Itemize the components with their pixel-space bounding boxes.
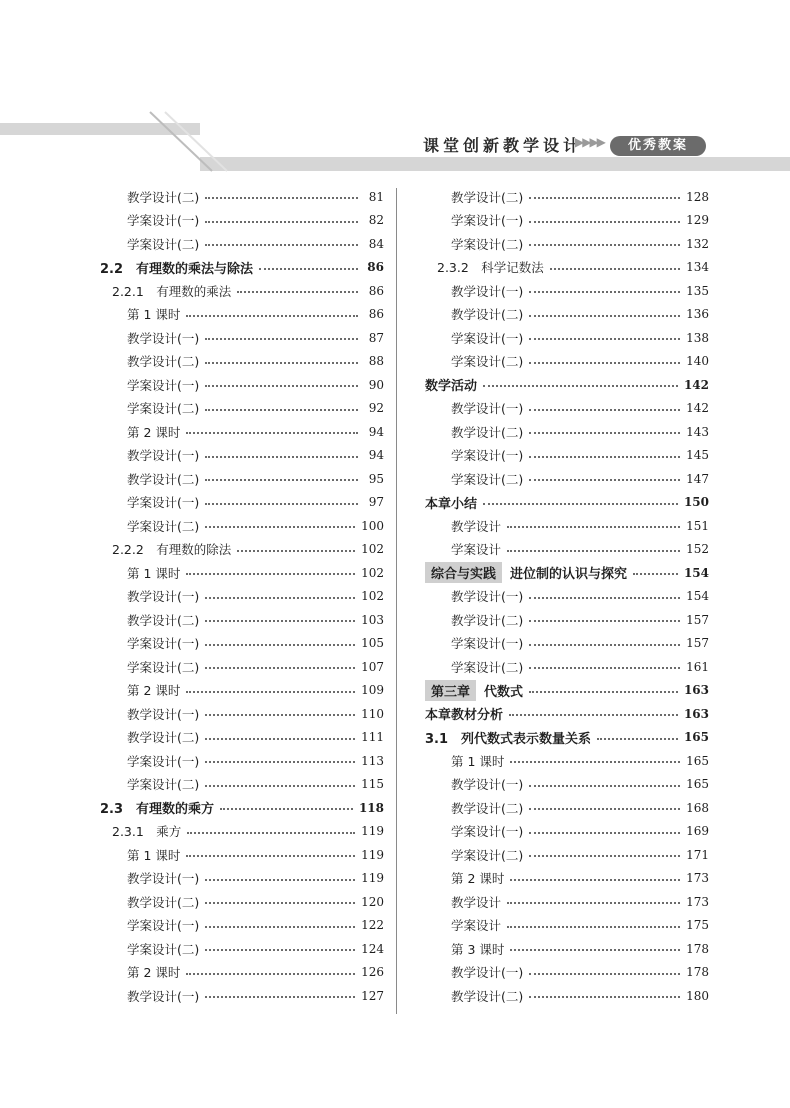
toc-page-number: 142 <box>683 377 709 392</box>
toc-entry[interactable] <box>425 397 709 421</box>
toc-entry-label: 教学设计(二) <box>127 612 200 628</box>
toc-entry-label: 学案设计(一) <box>451 824 524 840</box>
toc-entry[interactable] <box>425 726 709 750</box>
toc-entry-label: 教学设计(二) <box>451 612 524 628</box>
toc-leader-dots <box>205 361 358 364</box>
toc-leader-dots <box>529 408 680 411</box>
toc-page-number: 102 <box>361 542 384 557</box>
toc-entry[interactable] <box>425 984 709 1008</box>
toc-page-number: 128 <box>686 189 709 204</box>
toc-leader-dots <box>237 549 355 552</box>
toc-leader-dots <box>205 713 355 716</box>
toc-entry-label: 数学活动 <box>425 379 478 395</box>
toc-entry[interactable] <box>100 773 384 797</box>
toc-entry-title: 代数式 <box>484 684 524 700</box>
toc-entry-label: 学案设计(一) <box>451 330 524 346</box>
toc-entry-label: 学案设计(一) <box>451 213 524 229</box>
toc-entry-label: 学案设计(一) <box>451 448 524 464</box>
toc-entry-label: 教学设计(二) <box>127 471 200 487</box>
toc-entry[interactable] <box>425 914 709 938</box>
toc-entry-label: 教学设计(一) <box>127 330 200 346</box>
toc-entry[interactable] <box>100 303 384 327</box>
toc-page-number: 97 <box>368 495 384 510</box>
toc-entry-label: 学案设计(二) <box>127 518 200 534</box>
toc-page-number: 94 <box>368 448 384 463</box>
toc-entry[interactable] <box>425 538 709 562</box>
toc-leader-dots <box>529 243 680 246</box>
toc-entry[interactable] <box>100 326 384 350</box>
toc-entry-label: 学案设计(二) <box>451 471 524 487</box>
toc-leader-dots <box>529 995 680 998</box>
toc-page-number: 180 <box>686 988 709 1003</box>
toc-page-number: 119 <box>361 847 384 862</box>
toc-leader-dots <box>220 807 353 810</box>
toc-leader-dots <box>529 431 680 434</box>
toc-entry[interactable] <box>100 984 384 1008</box>
toc-entry[interactable] <box>425 467 709 491</box>
toc-entry[interactable] <box>425 843 709 867</box>
toc-entry-label: 第 2 课时 <box>127 683 181 699</box>
toc-entry[interactable] <box>100 890 384 914</box>
toc-entry[interactable] <box>425 585 709 609</box>
toc-entry[interactable] <box>100 350 384 374</box>
toc-entry-label: 学案设计(一) <box>127 377 200 393</box>
toc-entry[interactable] <box>425 185 709 209</box>
toc-leader-dots <box>186 572 355 575</box>
toc-entry-label: 教学设计(二) <box>451 424 524 440</box>
toc-leader-dots <box>237 290 358 293</box>
toc-page-number: 157 <box>686 612 709 627</box>
toc-page-number: 102 <box>361 589 384 604</box>
toc-entry-label: 2.2.2 有理数的除法 <box>112 542 232 558</box>
toc-leader-dots <box>510 948 680 951</box>
toc-entry[interactable] <box>100 491 384 515</box>
book-series-title: 课堂创新教学设计 <box>423 136 584 155</box>
toc-page-number: 168 <box>686 800 709 815</box>
toc-entry-label: 教学设计(一) <box>451 283 524 299</box>
toc-page-number: 94 <box>368 424 384 439</box>
header-diagonal-stripes <box>0 0 790 200</box>
toc-entry[interactable] <box>100 796 384 820</box>
toc-entry-title: 进位制的认识与探究 <box>510 567 628 583</box>
toc-entry-label: 本章小结 <box>425 496 478 512</box>
toc-leader-dots <box>483 384 678 387</box>
toc-page-number: 145 <box>686 448 709 463</box>
toc-entry-label: 学案设计(二) <box>451 354 524 370</box>
toc-entry-label: 学案设计(一) <box>127 918 200 934</box>
toc-leader-dots <box>507 901 680 904</box>
toc-entry-label: 教学设计(一) <box>127 589 200 605</box>
toc-leader-dots <box>529 196 680 199</box>
toc-entry-label: 教学设计(二) <box>127 354 200 370</box>
toc-page-number: 120 <box>361 894 384 909</box>
toc-page-number: 126 <box>361 965 384 980</box>
toc-entry[interactable] <box>100 632 384 656</box>
toc-page-number: 115 <box>361 777 384 792</box>
toc-page-number: 105 <box>361 636 384 651</box>
toc-page-number: 140 <box>686 354 709 369</box>
toc-entry-label: 教学设计(一) <box>451 965 524 981</box>
toc-entry[interactable] <box>100 467 384 491</box>
toc-entry-label: 学案设计(一) <box>127 636 200 652</box>
toc-entry-label: 教学设计(二) <box>451 307 524 323</box>
toc-page-number: 124 <box>361 941 384 956</box>
toc-entry[interactable] <box>425 890 709 914</box>
toc-entry-label: 教学设计(一) <box>451 401 524 417</box>
toc-entry[interactable] <box>100 702 384 726</box>
toc-entry[interactable] <box>425 796 709 820</box>
toc-entry-label: 学案设计(二) <box>451 659 524 675</box>
section-badge: 优秀教案 <box>610 136 706 156</box>
toc-entry[interactable] <box>425 937 709 961</box>
toc-page-number: 86 <box>368 307 384 322</box>
toc-entry[interactable] <box>100 726 384 750</box>
toc-entry[interactable] <box>100 279 384 303</box>
toc-entry-label: 教学设计(一) <box>127 871 200 887</box>
toc-entry-label: 2.2 有理数的乘法与除法 <box>100 261 254 277</box>
toc-leader-dots <box>507 525 680 528</box>
toc-entry[interactable] <box>100 444 384 468</box>
toc-entry[interactable] <box>100 820 384 844</box>
toc-page-number: 119 <box>361 871 384 886</box>
toc-leader-dots <box>529 596 680 599</box>
toc-entry-label: 教学设计(一) <box>451 777 524 793</box>
toc-leader-dots <box>187 831 355 834</box>
toc-entry-label: 2.3.1 乘方 <box>112 824 182 840</box>
toc-page-number: 136 <box>686 307 709 322</box>
toc-page-number: 127 <box>361 988 384 1003</box>
toc-entry[interactable] <box>425 514 709 538</box>
toc-entry-label: 第 2 课时 <box>127 965 181 981</box>
toc-leader-dots <box>205 643 355 646</box>
toc-page-number: 84 <box>368 236 384 251</box>
toc-page-number: 157 <box>686 636 709 651</box>
toc-page-number: 134 <box>686 260 709 275</box>
toc-entry[interactable] <box>425 773 709 797</box>
toc-leader-dots <box>205 925 355 928</box>
toc-entry-label: 第 1 课时 <box>451 753 505 769</box>
toc-entry-label: 学案设计(二) <box>451 847 524 863</box>
toc-entry-label: 教学设计(一) <box>127 448 200 464</box>
toc-leader-dots <box>205 220 358 223</box>
toc-entry-label: 第 2 课时 <box>451 871 505 887</box>
toc-leader-dots <box>205 901 355 904</box>
toc-entry[interactable] <box>425 232 709 256</box>
toc-page-number: 86 <box>368 283 384 298</box>
toc-entry-label: 学案设计(二) <box>127 941 200 957</box>
toc-leader-dots <box>510 878 680 881</box>
toc-leader-dots <box>186 854 355 857</box>
toc-entry-label: 学案设计(一) <box>451 636 524 652</box>
toc-page-number: 173 <box>686 894 709 909</box>
toc-leader-dots <box>529 690 678 693</box>
toc-leader-dots <box>529 220 680 223</box>
toc-leader-dots <box>529 854 680 857</box>
toc-page-number: 92 <box>368 401 384 416</box>
toc-leader-dots <box>205 784 355 787</box>
toc-entry-label <box>425 562 627 583</box>
toc-leader-dots <box>259 267 358 270</box>
toc-page-number: 119 <box>361 824 384 839</box>
toc-entry[interactable] <box>425 655 709 679</box>
toc-entry-label: 学案设计(一) <box>127 495 200 511</box>
toc-entry-label: 学案设计(二) <box>127 777 200 793</box>
toc-page-number: 87 <box>368 330 384 345</box>
toc-page-number: 111 <box>361 730 384 745</box>
toc-entry[interactable] <box>100 256 384 280</box>
toc-page-number: 143 <box>686 424 709 439</box>
toc-page-number: 152 <box>686 542 709 557</box>
toc-page-number: 150 <box>683 495 709 510</box>
toc-entry[interactable] <box>425 350 709 374</box>
toc-leader-dots <box>529 337 680 340</box>
toc-leader-dots <box>205 408 358 411</box>
toc-leader-dots <box>529 643 680 646</box>
toc-entry-label: 教学设计(二) <box>127 894 200 910</box>
toc-page-number: 110 <box>361 706 384 721</box>
column-divider <box>396 188 397 1014</box>
toc-entry-label: 教学设计(二) <box>127 730 200 746</box>
toc-page-number: 175 <box>686 918 709 933</box>
toc-leader-dots <box>205 196 358 199</box>
toc-leader-dots <box>529 361 680 364</box>
toc-page-number: 132 <box>686 236 709 251</box>
toc-entry-label: 教学设计(二) <box>451 189 524 205</box>
toc-entry-label: 第 2 课时 <box>127 424 181 440</box>
toc-page-number: 178 <box>686 965 709 980</box>
toc-page-number: 129 <box>686 213 709 228</box>
toc-entry-label: 教学设计(二) <box>127 189 200 205</box>
toc-leader-dots <box>205 384 358 387</box>
toc-leader-dots <box>205 525 355 528</box>
toc-page-number: 122 <box>361 918 384 933</box>
toc-leader-dots <box>205 243 358 246</box>
toc-entry-label: 第 1 课时 <box>127 565 181 581</box>
toc-leader-dots <box>205 760 355 763</box>
toc-page-number: 81 <box>368 189 384 204</box>
toc-leader-dots <box>205 502 358 505</box>
toc-entry[interactable] <box>100 914 384 938</box>
toc-leader-dots <box>205 737 355 740</box>
toc-page-number: 165 <box>683 730 709 745</box>
toc-entry-label: 第 3 课时 <box>451 941 505 957</box>
toc-page-number: 151 <box>686 518 709 533</box>
toc-entry-label: 教学设计(一) <box>127 988 200 1004</box>
toc-page-number: 82 <box>368 213 384 228</box>
toc-leader-dots <box>186 431 358 434</box>
toc-page-number: 154 <box>686 589 709 604</box>
toc-entry[interactable] <box>100 679 384 703</box>
toc-leader-dots <box>550 267 680 270</box>
toc-leader-dots <box>205 478 358 481</box>
toc-leader-dots <box>186 690 355 693</box>
toc-entry[interactable] <box>100 373 384 397</box>
toc-entry-label: 学案设计 <box>451 918 502 934</box>
toc-entry[interactable] <box>425 256 709 280</box>
toc-entry-label: 第 1 课时 <box>127 307 181 323</box>
toc-leader-dots <box>529 972 680 975</box>
toc-leader-dots <box>186 314 358 317</box>
toc-page-number: 103 <box>361 612 384 627</box>
toc-entry[interactable] <box>425 749 709 773</box>
toc-leader-dots <box>205 878 355 881</box>
toc-entry[interactable] <box>425 679 709 703</box>
toc-page-number: 142 <box>686 401 709 416</box>
toc-entry[interactable] <box>100 867 384 891</box>
toc-entry-label: 教学设计(一) <box>127 706 200 722</box>
toc-entry-label: 2.3.2 科学记数法 <box>437 260 544 276</box>
toc-entry-label: 教学设计(二) <box>451 988 524 1004</box>
toc-page-number: 88 <box>368 354 384 369</box>
toc-leader-dots <box>633 572 678 575</box>
toc-page-number: 147 <box>686 471 709 486</box>
toc-entry[interactable] <box>100 843 384 867</box>
toc-column-left <box>100 185 384 1008</box>
toc-entry[interactable] <box>100 749 384 773</box>
toc-entry[interactable] <box>100 185 384 209</box>
toc-entry[interactable] <box>100 538 384 562</box>
toc-leader-dots <box>205 619 355 622</box>
toc-page-number: 138 <box>686 330 709 345</box>
toc-entry-label: 学案设计(一) <box>127 213 200 229</box>
toc-entry-label: 本章教材分析 <box>425 708 504 724</box>
toc-leader-dots <box>529 455 680 458</box>
toc-leader-dots <box>529 666 680 669</box>
toc-entry[interactable] <box>425 632 709 656</box>
toc-entry[interactable] <box>100 608 384 632</box>
toc-leader-dots <box>510 760 680 763</box>
toc-entry[interactable] <box>425 420 709 444</box>
toc-entry-label: 第 1 课时 <box>127 847 181 863</box>
toc-leader-dots <box>529 478 680 481</box>
toc-entry[interactable] <box>425 867 709 891</box>
toc-leader-dots <box>507 925 680 928</box>
toc-leader-dots <box>483 502 678 505</box>
toc-entry[interactable] <box>100 585 384 609</box>
toc-leader-dots <box>205 666 355 669</box>
toc-leader-dots <box>597 737 678 740</box>
toc-page-number: 90 <box>368 377 384 392</box>
toc-entry-label: 教学设计(一) <box>451 589 524 605</box>
toc-page-number: 95 <box>368 471 384 486</box>
toc-leader-dots <box>205 455 358 458</box>
toc-page-number: 169 <box>686 824 709 839</box>
toc-entry[interactable] <box>425 702 709 726</box>
toc-page-number: 135 <box>686 283 709 298</box>
toc-entry-label: 学案设计(二) <box>451 236 524 252</box>
toc-leader-dots <box>205 995 355 998</box>
toc-page-number: 102 <box>361 565 384 580</box>
toc-page-number: 163 <box>683 683 709 698</box>
toc-entry-label: 3.1 列代数式表示数量关系 <box>425 731 592 747</box>
toc-leader-dots <box>186 972 355 975</box>
toc-entry[interactable] <box>425 326 709 350</box>
toc-entry[interactable] <box>425 444 709 468</box>
toc-leader-dots <box>529 314 680 317</box>
toc-chapter-chip: 第三章 <box>425 680 476 701</box>
toc-entry[interactable] <box>425 303 709 327</box>
toc-entry[interactable] <box>100 937 384 961</box>
toc-page-number: 173 <box>686 871 709 886</box>
toc-leader-dots <box>205 948 355 951</box>
toc-entry-label: 学案设计 <box>451 542 502 558</box>
toc-column-right <box>425 185 709 1008</box>
toc-page-number: 161 <box>686 659 709 674</box>
toc-leader-dots <box>205 596 355 599</box>
toc-page-number: 107 <box>361 659 384 674</box>
toc-entry[interactable] <box>100 655 384 679</box>
toc-entry[interactable] <box>100 232 384 256</box>
toc-entry-label: 教学设计 <box>451 894 502 910</box>
toc-entry[interactable] <box>100 961 384 985</box>
toc-entry[interactable] <box>425 209 709 233</box>
toc-leader-dots <box>509 713 678 716</box>
toc-page-number: 113 <box>361 753 384 768</box>
toc-entry-label <box>425 680 523 701</box>
toc-leader-dots <box>529 807 680 810</box>
triangle-arrows-icon: ▶▶▶▶ <box>575 135 604 149</box>
toc-page-number: 171 <box>686 847 709 862</box>
toc-chapter-chip: 综合与实践 <box>425 562 502 583</box>
toc-entry[interactable] <box>425 279 709 303</box>
toc-page-number: 100 <box>361 518 384 533</box>
toc-entry-label: 学案设计(一) <box>127 753 200 769</box>
toc-leader-dots <box>529 619 680 622</box>
toc-page-number: 165 <box>686 777 709 792</box>
toc-page-number: 165 <box>686 753 709 768</box>
toc-entry[interactable] <box>425 561 709 585</box>
toc-entry-label: 教学设计(二) <box>451 800 524 816</box>
toc-leader-dots <box>529 290 680 293</box>
toc-entry-label: 2.3 有理数的乘方 <box>100 802 215 818</box>
toc-entry[interactable] <box>425 608 709 632</box>
toc-entry-label: 学案设计(二) <box>127 659 200 675</box>
toc-entry[interactable] <box>425 961 709 985</box>
toc-page-number: 163 <box>683 706 709 721</box>
toc-entry-label: 学案设计(二) <box>127 401 200 417</box>
toc-entry[interactable] <box>100 561 384 585</box>
toc-leader-dots <box>205 337 358 340</box>
toc-leader-dots <box>529 831 680 834</box>
toc-entry[interactable] <box>100 397 384 421</box>
toc-leader-dots <box>529 784 680 787</box>
toc-leader-dots <box>507 549 680 552</box>
toc-entry[interactable] <box>425 491 709 515</box>
toc-entry[interactable] <box>100 209 384 233</box>
toc-page-number: 178 <box>686 941 709 956</box>
toc-entry-label: 教学设计 <box>451 518 502 534</box>
toc-page-number: 154 <box>683 565 709 580</box>
toc-page-number: 86 <box>367 260 384 275</box>
toc-entry[interactable] <box>100 420 384 444</box>
toc-page-number: 118 <box>358 800 384 815</box>
toc-entry[interactable] <box>425 373 709 397</box>
toc-entry[interactable] <box>100 514 384 538</box>
toc-entry[interactable] <box>425 820 709 844</box>
toc-entry-label: 学案设计(二) <box>127 236 200 252</box>
toc-entry-label: 2.2.1 有理数的乘法 <box>112 283 232 299</box>
toc-page-number: 109 <box>361 683 384 698</box>
